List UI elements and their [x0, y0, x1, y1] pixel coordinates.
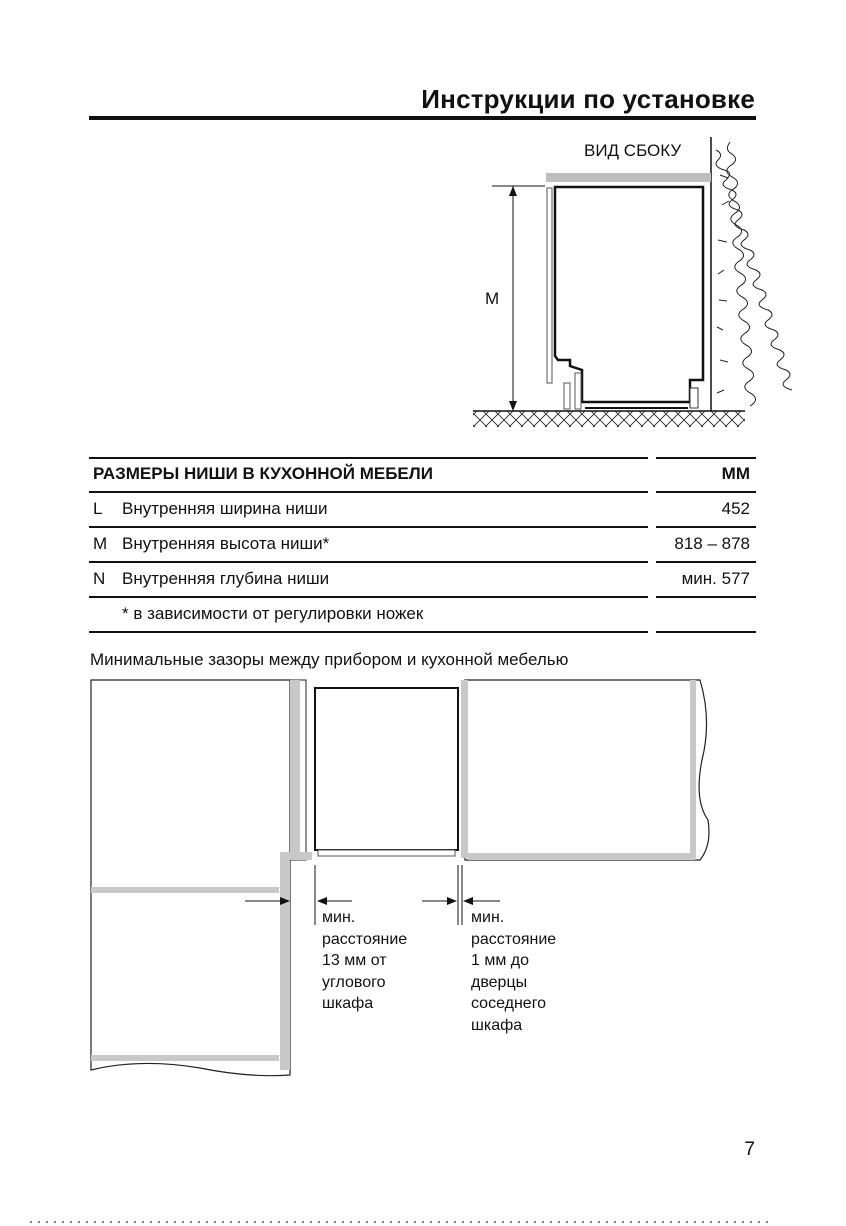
table-row [89, 527, 756, 562]
table-unit: ММ [721, 464, 750, 483]
table-header-row [89, 457, 756, 492]
note-line: шкафа [322, 995, 374, 1012]
clearance-diagram [91, 680, 709, 1076]
corner-cabinet [91, 680, 290, 1076]
note-line: углового [322, 973, 386, 991]
right-clearance-note [471, 907, 556, 1036]
dishwasher-side [555, 187, 703, 402]
page-number: 7 [744, 1139, 755, 1160]
appliance-front [315, 688, 458, 850]
row-key: M [93, 534, 108, 553]
corner-cabinet-shelf [91, 887, 279, 893]
left-clearance-note [322, 907, 407, 1015]
dimension-m-label: M [485, 289, 500, 308]
note-line: расстояние [322, 930, 408, 948]
appliance-plinth [318, 850, 455, 856]
right-cabinet-bottom [468, 853, 695, 860]
right-cabinet [465, 680, 709, 860]
note-line: дверцы [471, 973, 528, 991]
countertop [546, 173, 711, 182]
floor-hatch [473, 411, 745, 427]
corner-panel [290, 680, 300, 855]
note-line: расстояние [471, 930, 557, 948]
arrow-down-icon [509, 401, 517, 411]
side-view-diagram [473, 137, 792, 427]
side-view-label: ВИД СБОКУ [584, 141, 682, 160]
table-footnote: * в зависимости от регулировки ножек [122, 604, 424, 623]
arrow-up-icon [509, 186, 517, 196]
row-key: L [93, 499, 103, 518]
row-value: мин. 577 [681, 569, 750, 588]
table-rule [89, 631, 648, 633]
clearance-caption: Минимальные зазоры между прибором и кухонной мебелью [90, 650, 569, 669]
table-rule [656, 631, 756, 633]
corner-cabinet-bottom [91, 1055, 279, 1061]
table-heading: РАЗМЕРЫ НИШИ В КУХОННОЙ МЕБЕЛИ [93, 464, 433, 483]
row-description: Внутренняя ширина ниши [122, 499, 328, 518]
table-row [89, 492, 756, 527]
note-line: мин. [471, 909, 505, 926]
table-footnote-row [89, 597, 756, 632]
note-line: мин. [322, 909, 356, 926]
row-value: 818 – 878 [674, 534, 750, 553]
row-value: 452 [721, 499, 750, 518]
note-line: соседнего [471, 995, 547, 1012]
row-description: Внутренняя глубина ниши [122, 569, 330, 588]
table-row [89, 562, 756, 597]
arrow-right-icon [447, 897, 457, 905]
door-panel [547, 188, 552, 383]
arrow-left-icon [317, 897, 327, 905]
row-key: N [93, 569, 106, 588]
corner-plinth [280, 852, 312, 860]
page-title: Инструкции по установке [421, 84, 755, 114]
note-line: 13 мм от [322, 952, 387, 969]
note-line: 1 мм до [471, 952, 530, 969]
plinth [575, 373, 581, 409]
front-foot [564, 383, 570, 409]
corner-cabinet-side [280, 860, 290, 1070]
right-cabinet-edge [690, 680, 696, 858]
row-description: Внутренняя высота ниши* [122, 534, 330, 553]
note-line: шкафа [471, 1016, 523, 1034]
rear-foot [690, 388, 698, 408]
arrow-left-icon [463, 897, 473, 905]
wall-texture [716, 142, 792, 406]
right-cabinet-side [461, 680, 468, 858]
